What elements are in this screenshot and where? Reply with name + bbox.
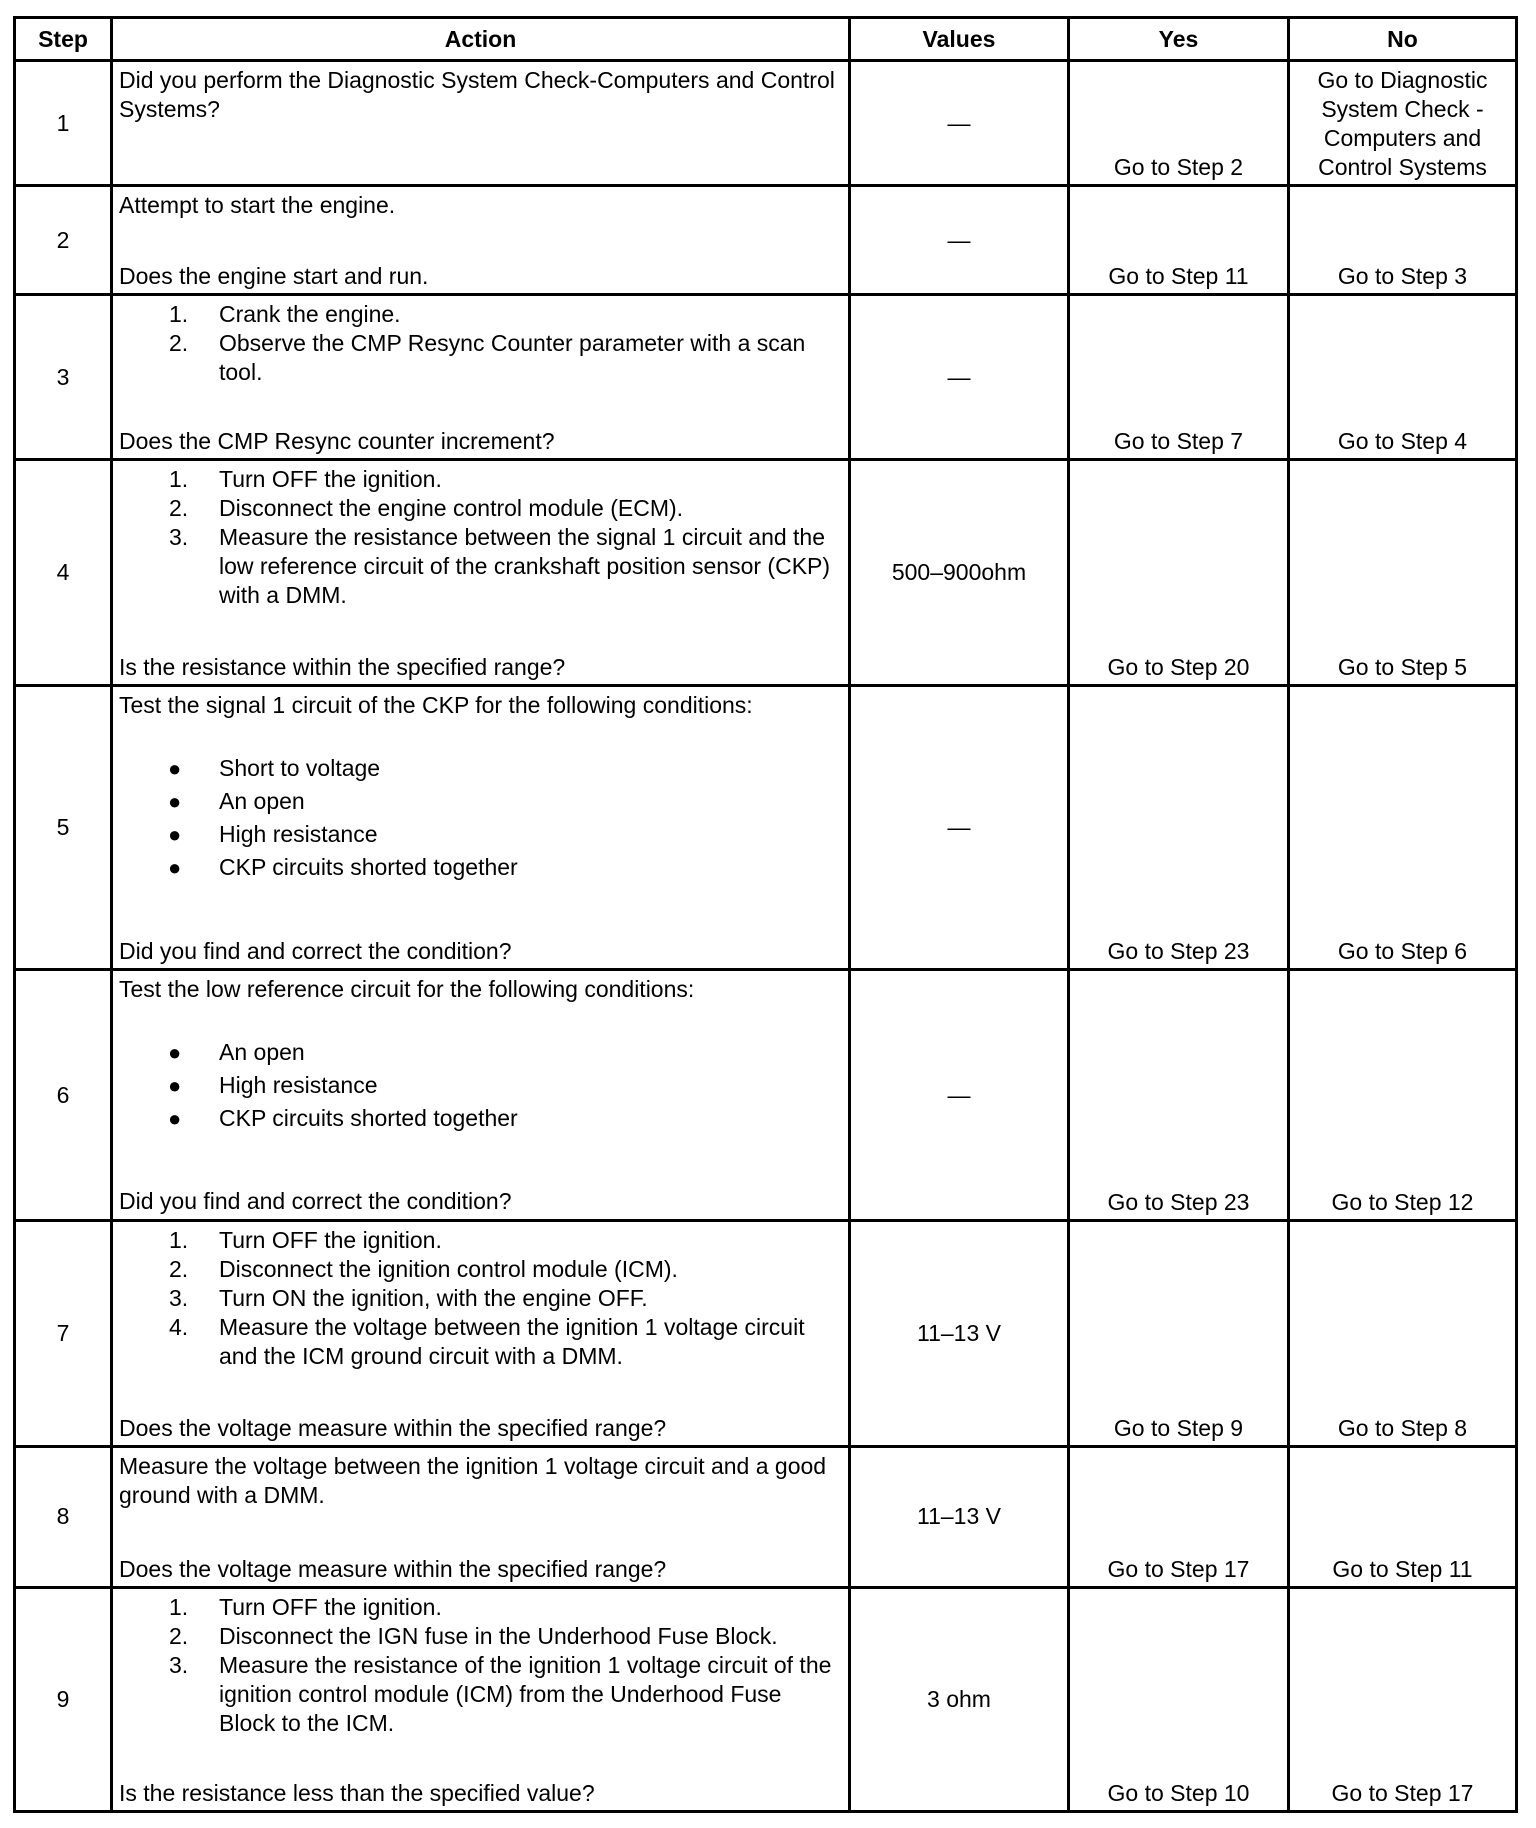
action-question: Does the engine start and run.: [119, 263, 429, 290]
diagnostic-table: [13, 16, 1518, 1813]
step-number: 4: [15, 460, 112, 686]
list-number: 3.: [169, 524, 189, 551]
list-item: [119, 1284, 842, 1313]
list-number: 3.: [169, 1651, 189, 1678]
action-body: [119, 1226, 842, 1371]
action-question: Did you find and correct the condition?: [119, 938, 512, 965]
step-number: 6: [15, 970, 112, 1220]
no-cell: Go to Step 17: [1289, 1587, 1517, 1811]
list-number: 1.: [169, 466, 189, 493]
action-content: [119, 66, 842, 180]
list-item: [119, 1102, 842, 1135]
step-number: 2: [15, 186, 112, 295]
list-item-text: Observe the CMP Resync Counter parameter with a scan tool.: [219, 330, 806, 386]
table-row: [15, 61, 1517, 186]
no-cell: Go to Step 3: [1289, 186, 1517, 295]
list-number: 1.: [169, 301, 189, 328]
action-cell: [112, 1446, 850, 1587]
diagnostic-table-sheet: [13, 16, 1515, 1813]
action-content: [119, 465, 842, 682]
list-item: [119, 1255, 842, 1284]
list-number: 2.: [169, 1255, 189, 1282]
no-cell: Go to Step 11: [1289, 1446, 1517, 1587]
list-item: [119, 523, 842, 610]
no-cell: Go to Step 4: [1289, 295, 1517, 460]
header-values: Values: [850, 18, 1069, 61]
list-item: [119, 329, 842, 387]
list-item-text: An open: [219, 1039, 305, 1066]
no-cell: Go to Step 8: [1289, 1220, 1517, 1446]
list-item-text: Measure the resistance of the ignition 1 voltage circuit of the ignition control module (ICM) from the Underhood Fuse Block to the ICM.: [219, 1651, 832, 1736]
list-item-text: High resistance: [219, 1072, 378, 1099]
list-item-text: Disconnect the ignition control module (ICM).: [219, 1255, 678, 1282]
table-row: [15, 1446, 1517, 1587]
action-cell: [112, 460, 850, 686]
yes-cell: Go to Step 11: [1069, 186, 1289, 295]
action-content: [119, 975, 842, 1216]
list-item-text: Disconnect the engine control module (ECM).: [219, 495, 684, 522]
bullet-icon: ●: [168, 1073, 182, 1099]
action-body: [119, 975, 842, 1135]
list-item-text: Turn ON the ignition, with the engine OFF.: [219, 1284, 648, 1311]
list-item-text: Disconnect the IGN fuse in the Underhood Fuse Block.: [219, 1622, 778, 1649]
table-row: [15, 1587, 1517, 1811]
list-number: 1.: [169, 1226, 189, 1253]
action-content: [119, 300, 842, 456]
value-cell: —: [850, 686, 1069, 970]
list-item: [119, 1593, 842, 1622]
action-text: Measure the voltage between the ignition 1 voltage circuit and a good ground with a DMM.: [119, 1452, 827, 1508]
action-cell: [112, 970, 850, 1220]
list-item: [119, 1069, 842, 1102]
bullet-icon: ●: [168, 822, 182, 848]
list-item: [119, 1226, 842, 1255]
step-number: 1: [15, 61, 112, 186]
list-item: [119, 851, 842, 884]
bullet-icon: ●: [168, 789, 182, 815]
list-item-text: Turn OFF the ignition.: [219, 1226, 442, 1253]
action-cell: [112, 61, 850, 186]
action-content: [119, 1226, 842, 1443]
action-cell: [112, 1220, 850, 1446]
action-cell: [112, 295, 850, 460]
step-number: 9: [15, 1587, 112, 1811]
list-item-text: An open: [219, 788, 305, 815]
no-cell: Go to Step 12: [1289, 970, 1517, 1220]
value-cell: 11–13 V: [850, 1220, 1069, 1446]
yes-cell: Go to Step 2: [1069, 61, 1289, 186]
action-cell: [112, 686, 850, 970]
action-question: Does the CMP Resync counter increment?: [119, 428, 555, 455]
bullet-icon: ●: [168, 756, 182, 782]
list-item-text: CKP circuits shorted together: [219, 854, 518, 881]
list-item-text: Measure the resistance between the signal 1 circuit and the low reference circuit of the crankshaft position sensor (CKP) with a DMM.: [219, 524, 831, 609]
action-text: Did you perform the Diagnostic System Check-Computers and Control Systems?: [119, 67, 835, 122]
list-item-text: Turn OFF the ignition.: [219, 1593, 442, 1620]
list-number: 1.: [169, 1593, 189, 1620]
action-body: [119, 66, 842, 124]
value-cell: —: [850, 186, 1069, 295]
yes-cell: Go to Step 7: [1069, 295, 1289, 460]
table-row: [15, 686, 1517, 970]
yes-cell: Go to Step 9: [1069, 1220, 1289, 1446]
list-number: 2.: [169, 330, 189, 357]
action-text: Test the signal 1 circuit of the CKP for the following conditions:: [119, 692, 753, 719]
table-row: [15, 1220, 1517, 1446]
bullet-list: [119, 1036, 842, 1135]
list-item: [119, 1313, 842, 1371]
list-item: [119, 1651, 842, 1738]
value-cell: —: [850, 970, 1069, 1220]
list-number: 2.: [169, 1622, 189, 1649]
list-number: 3.: [169, 1284, 189, 1311]
header-yes: Yes: [1069, 18, 1289, 61]
list-item: [119, 1036, 842, 1069]
no-cell: Go to Step 6: [1289, 686, 1517, 970]
yes-cell: Go to Step 23: [1069, 686, 1289, 970]
numbered-list: [119, 465, 842, 610]
action-question: Did you find and correct the condition?: [119, 1188, 512, 1215]
list-item-text: Measure the voltage between the ignition 1 voltage circuit and the ICM ground circuit with a DMM.: [219, 1313, 805, 1369]
numbered-list: [119, 1226, 842, 1371]
list-item-text: CKP circuits shorted together: [219, 1105, 518, 1132]
action-cell: [112, 186, 850, 295]
action-question: Does the voltage measure within the specified range?: [119, 1555, 667, 1582]
action-content: [119, 691, 842, 966]
list-item-text: Short to voltage: [219, 755, 381, 782]
step-number: 3: [15, 295, 112, 460]
list-item: [119, 818, 842, 851]
step-number: 5: [15, 686, 112, 970]
header-no: No: [1289, 18, 1517, 61]
list-item-text: Turn OFF the ignition.: [219, 466, 442, 493]
numbered-list: [119, 1593, 842, 1738]
numbered-list: [119, 300, 842, 387]
table-row: [15, 460, 1517, 686]
value-cell: —: [850, 61, 1069, 186]
value-cell: 11–13 V: [850, 1446, 1069, 1587]
action-body: [119, 465, 842, 610]
list-item: [119, 300, 842, 329]
step-number: 7: [15, 1220, 112, 1446]
list-item: [119, 752, 842, 785]
bullet-icon: ●: [168, 1106, 182, 1132]
action-body: [119, 1593, 842, 1738]
list-item: [119, 785, 842, 818]
action-body: [119, 691, 842, 884]
no-cell: Go to Diagnostic System Check - Computers and Control Systems: [1289, 61, 1517, 186]
header-row: [15, 18, 1517, 61]
action-text: Attempt to start the engine.: [119, 192, 396, 219]
action-question: Is the resistance within the specified range?: [119, 654, 566, 681]
step-number: 8: [15, 1446, 112, 1587]
action-body: [119, 1452, 842, 1510]
value-cell: 3 ohm: [850, 1587, 1069, 1811]
table-row: [15, 186, 1517, 295]
action-question: Does the voltage measure within the specified range?: [119, 1414, 667, 1441]
list-number: 4.: [169, 1313, 189, 1340]
no-cell: Go to Step 5: [1289, 460, 1517, 686]
yes-cell: Go to Step 10: [1069, 1587, 1289, 1811]
list-item: [119, 494, 842, 523]
list-item: [119, 465, 842, 494]
header-action: Action: [112, 18, 850, 61]
action-content: [119, 191, 842, 291]
action-cell: [112, 1587, 850, 1811]
action-body: [119, 300, 842, 387]
value-cell: —: [850, 295, 1069, 460]
value-cell: 500–900ohm: [850, 460, 1069, 686]
yes-cell: Go to Step 20: [1069, 460, 1289, 686]
table-row: [15, 970, 1517, 1220]
list-item: [119, 1622, 842, 1651]
list-item-text: High resistance: [219, 821, 378, 848]
action-question: Is the resistance less than the specified value?: [119, 1779, 595, 1806]
bullet-icon: ●: [168, 855, 182, 881]
action-text: Test the low reference circuit for the following conditions:: [119, 976, 695, 1003]
list-number: 2.: [169, 495, 189, 522]
action-content: [119, 1452, 842, 1584]
yes-cell: Go to Step 17: [1069, 1446, 1289, 1587]
list-item-text: Crank the engine.: [219, 301, 401, 328]
bullet-list: [119, 752, 842, 884]
table-row: [15, 295, 1517, 460]
action-body: [119, 191, 842, 220]
header-step: Step: [15, 18, 112, 61]
yes-cell: Go to Step 23: [1069, 970, 1289, 1220]
action-content: [119, 1593, 842, 1808]
bullet-icon: ●: [168, 1040, 182, 1066]
